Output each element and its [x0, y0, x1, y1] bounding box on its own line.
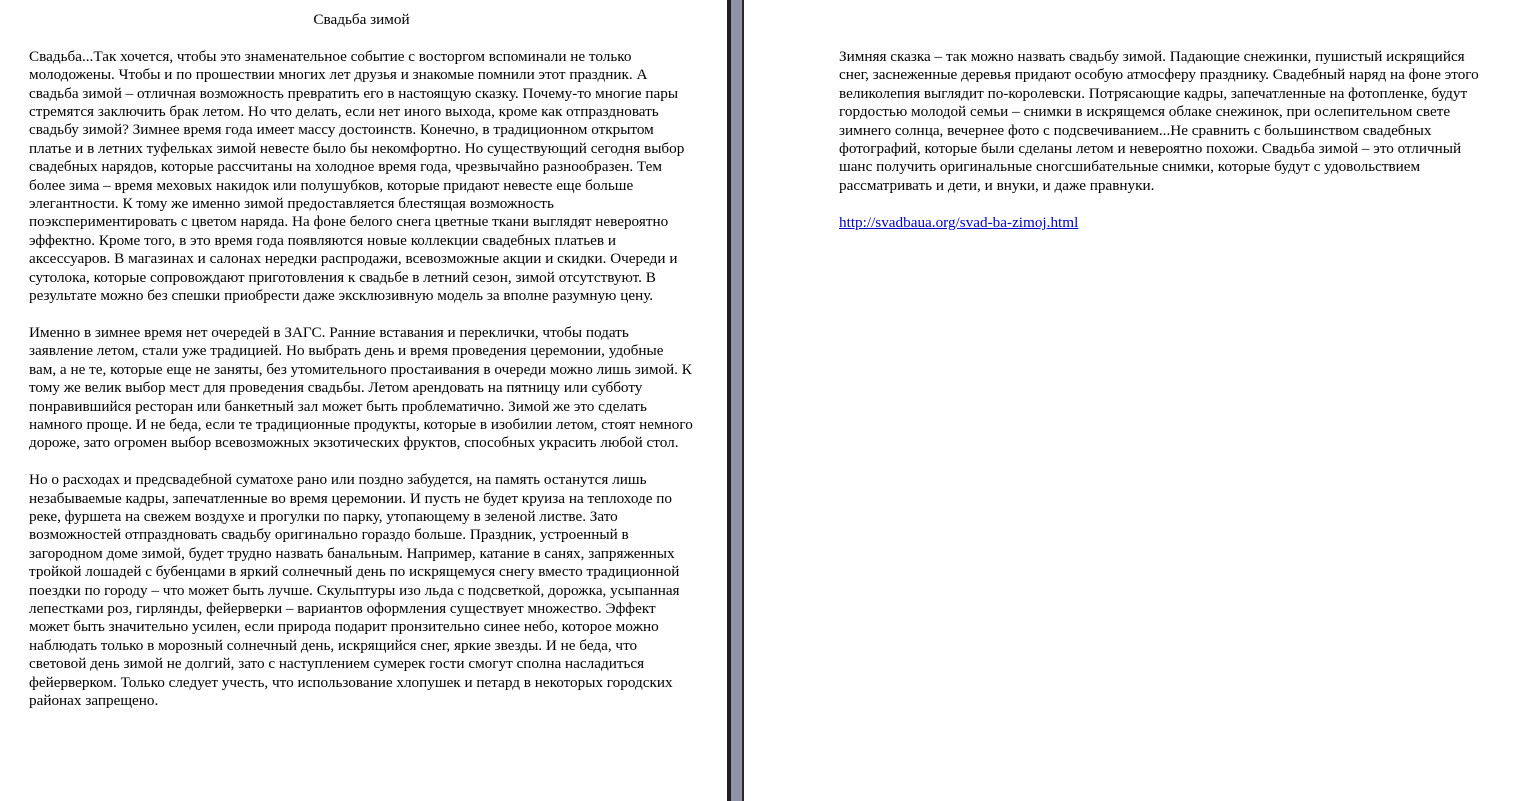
page-separator [727, 0, 744, 801]
paragraph-winter-tale: Зимняя сказка – так можно назвать свадьбу зимой. Падающие снежинки, пушистый искрящийся снег, заснеженные деревья придают особую атмосферу празднику. Свадебный наряд на фоне этого великолепия выглядит по-королевски. Потрясающие кадры, запечатленные на фотопленке, будут гордостью молодой семьи – снимки в искрящемся облаке снежинок, при ослепительном свете зимнего солнца, вечернее фото с подсвечиванием...Не сравнить с большинством свадебных фотографий, которые были сделаны летом и невероятно похожи. Свадьба зимой – это отличный шанс получить оригинальные сногсшибательные снимки, которые будут с удовольствием рассматривать и дети, и внуки, и даже правнуки. [839, 48, 1479, 194]
paragraph-celebration: Но о расходах и предсвадебной суматохе рано или поздно забудется, на память останутся лишь незабываемые кадры, запечатленные во время церемонии. И пусть не будет круиза на теплоходе по реке, фуршета на свежем воздухе и прогулки по парку, утопающему в зеленой листве. Зато возможностей отпраздновать свадьбу оригинально гораздо больше. Праздник, устроенный в загородном доме зимой, будет трудно назвать банальным. Например, катание в санях, запряженных тройкой лошадей с бубенцами в яркий солнечный день по искрящемуся снегу вместо традиционной поездки по городу – что может быть лучше. Скульптуры изо льда с подсветкой, дорожка, усыпанная лепестками роз, гирлянды, фейерверки – вариантов оформления существует множество. Эффект может быть значительно усилен, если природа подарит пронзительно синее небо, которое можно наблюдать только в морозный солнечный день, искрящийся снег, яркие звезды. И не беда, что световой день зимой не долгий, зато с наступлением сумерек гости смогут сполна насладиться фейерверком. Только следует учесть, что использование хлопушек и петард в некоторых городских районах запрещено. [29, 471, 680, 709]
document-title: Свадьба зимой [313, 11, 410, 28]
page-right-content [839, 48, 1489, 232]
page-left-edge-shadow [727, 0, 731, 801]
paragraph-intro: Свадьба...Так хочется, чтобы это знаменательное событие с восторгом вспоминали не только молодожены. Чтобы и по прошествии многих лет друзья и знакомые помнили этот праздник. А свадьба зимой – отличная возможность превратить его в настоящую сказку. Почему-то многие пары стремятся заключить брак летом. Но что делать, если нет иного выхода, кроме как отпраздновать свадьбу зимой? Зимнее время года имеет массу достоинств. Конечно, в традиционном открытом платье и в летних туфельках зимой невесте было бы некомфортно. Но существующий сегодня выбор свадебных нарядов, которые рассчитаны на холодное время года, чрезвычайно разнообразен. Тем более зима – время меховых накидок или полушубков, которые придают невесте еще больше элегантности. К тому же именно зимой предоставляется блестящая возможность поэкспериментировать с цветом наряда. На фоне белого снега цветные ткани выглядят невероятно эффектно. Кроме того, в это время года появляются новые коллекции свадебных платьев и аксессуаров. В магазинах и салонах нередки распродажи, всевозможные акции и скидки. Очереди и сутолока, которые сопровождают приготовления к свадьбе в летний сезон, зимой отсутствуют. В результате можно без спешки приобрести даже эксклюзивную модель за вполне разумную цену. [29, 47, 685, 305]
page-left-content [29, 11, 694, 729]
source-link[interactable]: http://svadbaua.org/svad-ba-zimoj.html [839, 213, 1079, 231]
paragraph-registry-office: Именно в зимнее время нет очередей в ЗАГС. Ранние вставания и переклички, чтобы подать заявление летом, стали уже традицией. Но выбрать день и время проведения церемонии, удобные вам, а не те, которые еще не заняты, без утомительного простаивания в очереди можно лишь зимой. К тому же велик выбор мест для проведения свадьбы. Летом арендовать на пятницу или субботу понравившийся ресторан или банкетный зал может быть проблематично. Зимой же это сделать намного проще. И не беда, если те традиционные продукты, которые в изобилии летом, стоят немного дороже, зато огромен выбор всевозможных экзотических фруктов, способных украсить любой стол. [29, 323, 693, 452]
document-page-left [0, 0, 727, 801]
document-page-right [744, 0, 1517, 801]
